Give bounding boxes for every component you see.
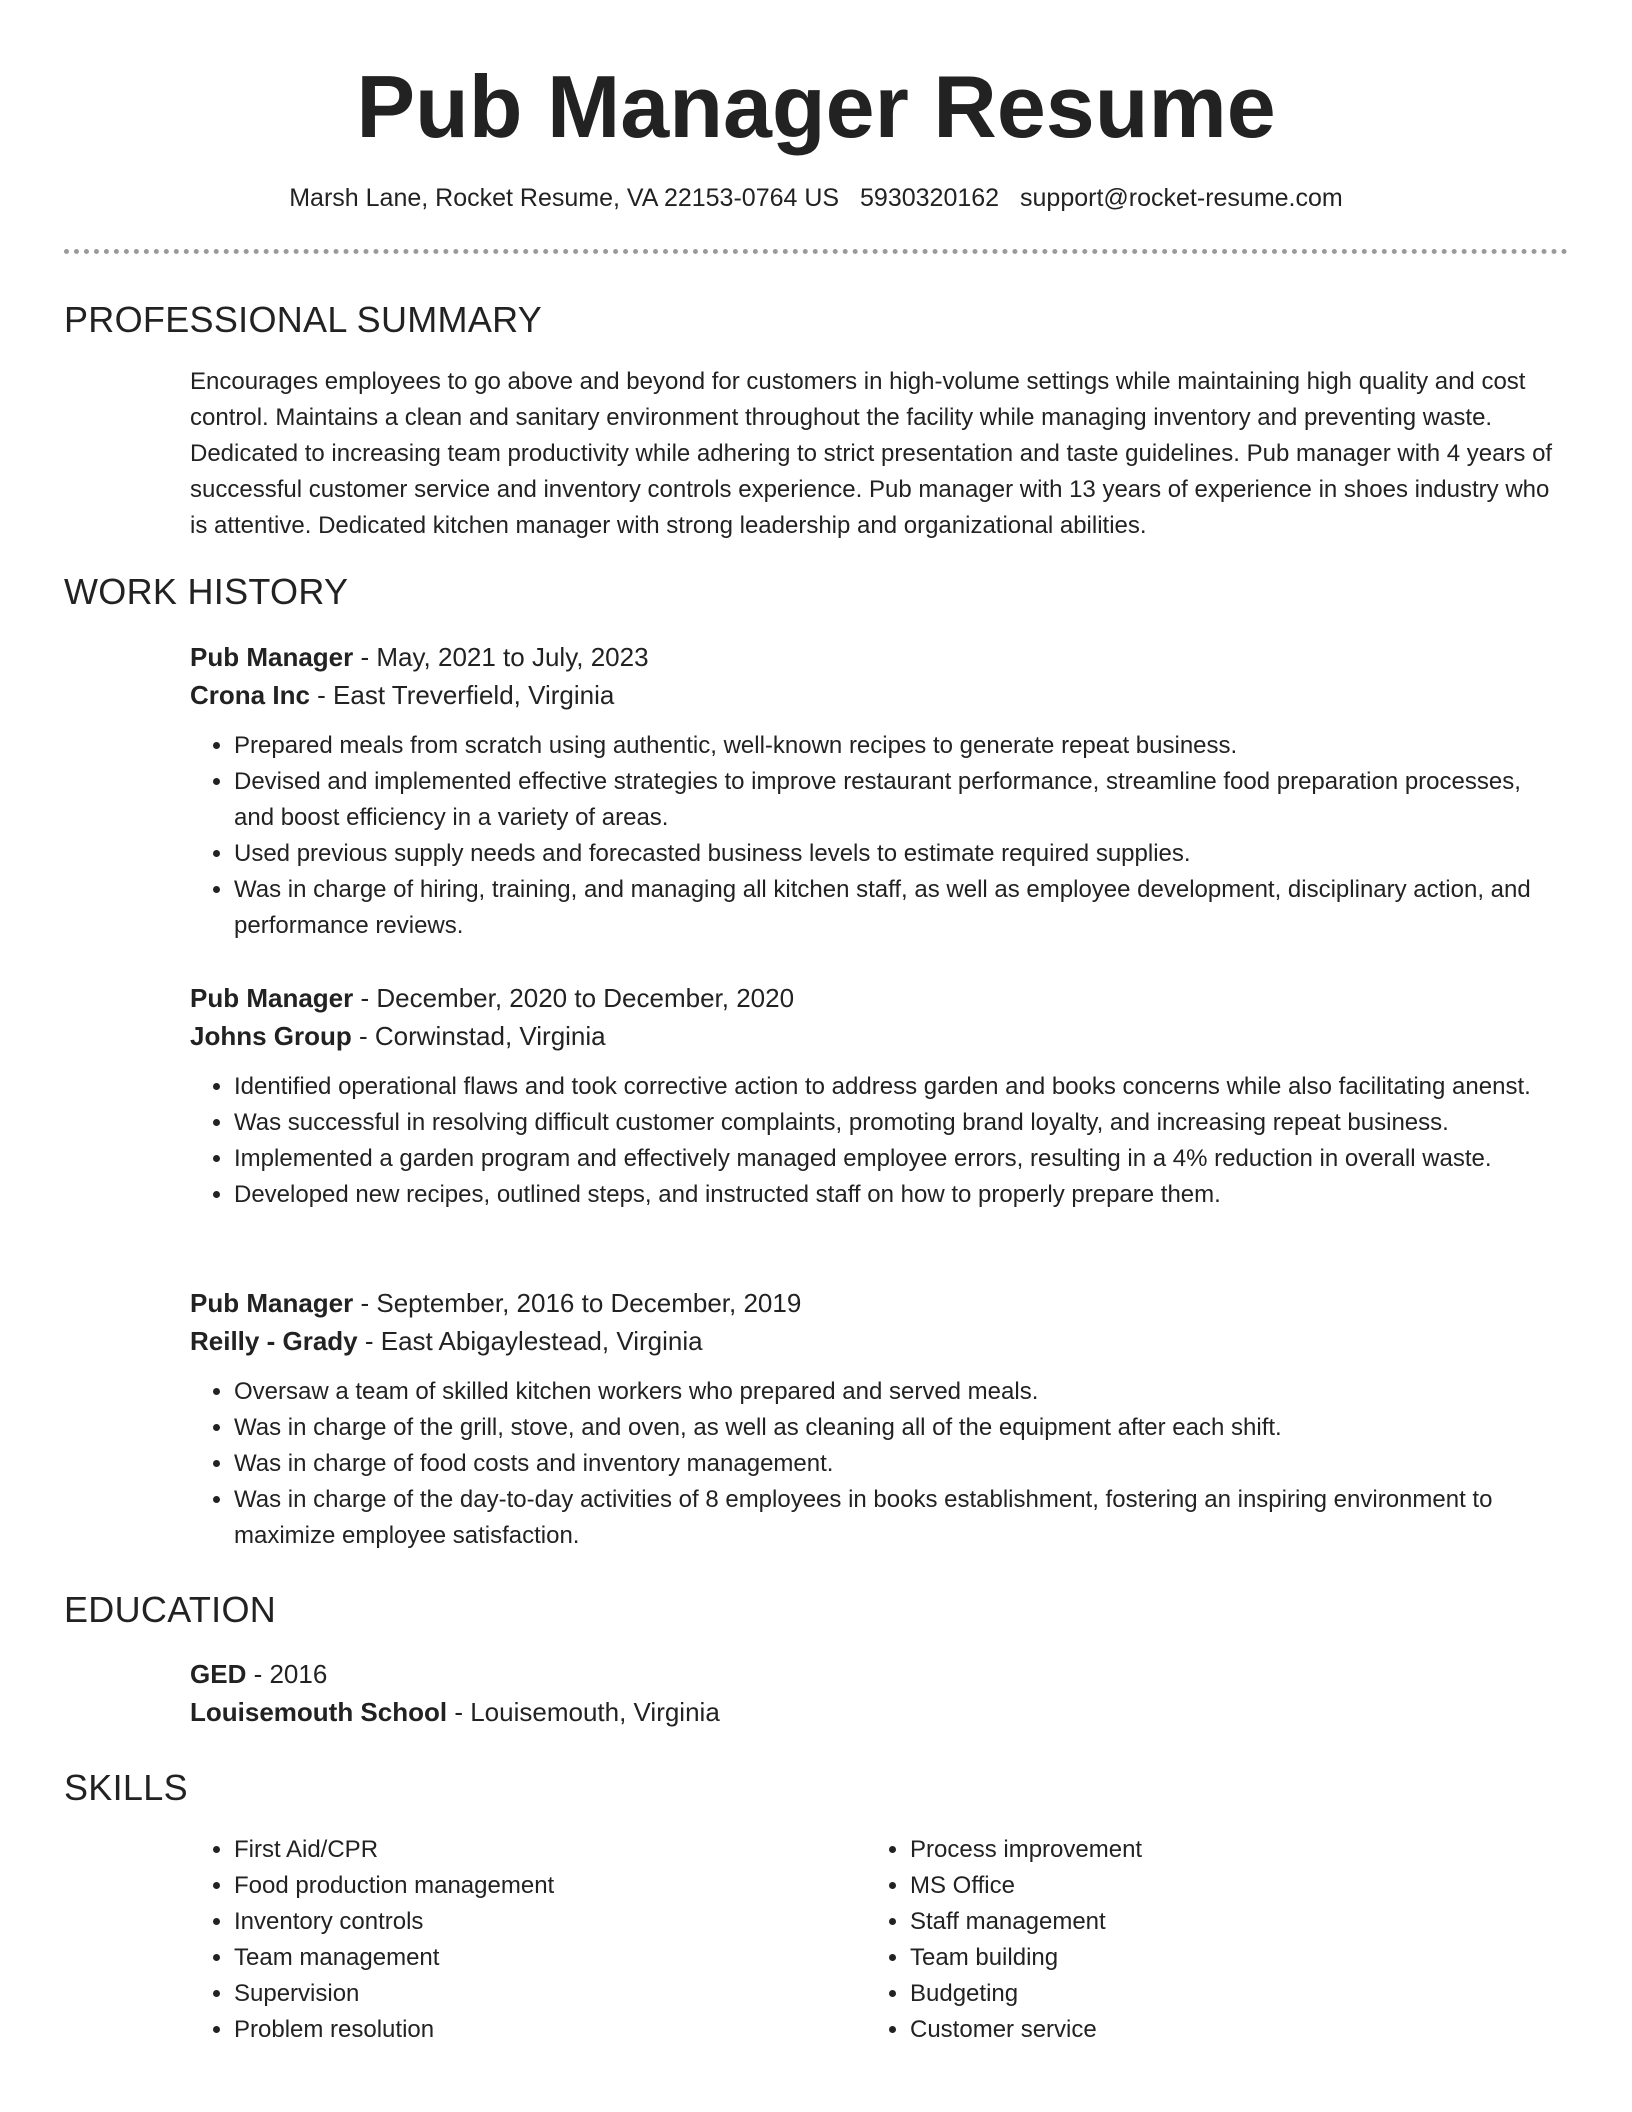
skills-column-left <box>190 1832 850 2048</box>
skill-item: • Food production management <box>234 1868 850 1904</box>
contact-phone: 5930320162 <box>860 184 1000 212</box>
skill-item: • Budgeting <box>910 1976 1526 2012</box>
job-company-line <box>190 1322 1560 1360</box>
job-bullet: • Developed new recipes, outlined steps, and instructed staff on how to properly prepare them. <box>234 1177 1560 1213</box>
education-school: Louisemouth School <box>190 1697 448 1727</box>
skill-item: • Staff management <box>910 1904 1526 1940</box>
job-bullets <box>190 1374 1560 1554</box>
job-dates: - September, 2016 to December, 2019 <box>353 1288 802 1318</box>
work-history-heading: WORK HISTORY <box>64 571 349 612</box>
job-location: - Corwinstad, Virginia <box>351 1021 606 1051</box>
skill-item: • Problem resolution <box>234 2012 850 2048</box>
job-bullet: • Was in charge of the day-to-day activities of 8 employees in books establishment, fostering an inspiring environment to maximize employee satisfaction. <box>234 1482 1560 1554</box>
job-bullet: • Was in charge of the grill, stove, and oven, as well as cleaning all of the equipment after each shift. <box>234 1410 1560 1446</box>
skill-item: • Customer service <box>910 2012 1526 2048</box>
job-company-line <box>190 1017 1560 1055</box>
job-bullets <box>190 728 1560 944</box>
job-title-line <box>190 979 1560 1017</box>
job-bullet: • Devised and implemented effective strategies to improve restaurant performance, streamline food preparation processes, and boost efficiency in a variety of areas. <box>234 764 1560 836</box>
education-year: - 2016 <box>246 1659 328 1689</box>
skills-heading: SKILLS <box>64 1767 188 1808</box>
skill-item: • Team building <box>910 1940 1526 1976</box>
job-company-line <box>190 676 1560 714</box>
resume-title: Pub Manager Resume <box>356 57 1276 156</box>
contact-line <box>0 180 1632 216</box>
job-entry-2 <box>190 979 1560 1213</box>
job-title-line <box>190 1284 1560 1322</box>
skills-list-left <box>190 1832 850 2048</box>
job-bullet: • Prepared meals from scratch using authentic, well-known recipes to generate repeat business. <box>234 728 1560 764</box>
education-heading: EDUCATION <box>64 1589 277 1630</box>
skill-item: • Team management <box>234 1940 850 1976</box>
education-location: - Louisemouth, Virginia <box>447 1697 720 1727</box>
skills-list-right <box>866 1832 1526 2048</box>
job-bullet: • Implemented a garden program and effectively managed employee errors, resulting in a 4% reduction in overall waste. <box>234 1141 1560 1177</box>
skills-column-right <box>866 1832 1526 2048</box>
header-divider <box>64 249 1568 254</box>
job-title: Pub Manager <box>190 983 354 1013</box>
skill-item: • Process improvement <box>910 1832 1526 1868</box>
job-bullet: • Used previous supply needs and forecasted business levels to estimate required supplies. <box>234 836 1560 872</box>
skill-item: • MS Office <box>910 1868 1526 1904</box>
job-dates: - December, 2020 to December, 2020 <box>353 983 795 1013</box>
job-bullet: • Was in charge of hiring, training, and managing all kitchen staff, as well as employee development, disciplinary action, and performance reviews. <box>234 872 1560 944</box>
job-bullet: • Was in charge of food costs and inventory management. <box>234 1446 1560 1482</box>
job-location: - East Abigaylestead, Virginia <box>357 1326 703 1356</box>
skill-item: • Supervision <box>234 1976 850 2012</box>
job-title-line <box>190 638 1560 676</box>
summary-text: Encourages employees to go above and beyond for customers in high-volume settings while maintaining high quality and cost control. Maintains a clean and sanitary environment throughout the facility while managing inventory and preventing waste. Dedicated to increasing team productivity while adhering to strict presentation and taste guidelines. Pub manager with 4 years of successful customer service and inventory controls experience. Pub manager with 13 years of experience in shoes industry who is attentive. Dedicated kitchen manager with strong leadership and organizational abilities. <box>190 368 1553 539</box>
job-bullet: • Identified operational flaws and took corrective action to address garden and books concerns while also facilitating anenst. <box>234 1069 1560 1105</box>
contact-address: Marsh Lane, Rocket Resume, VA 22153-0764 US <box>289 184 840 212</box>
job-title: Pub Manager <box>190 1288 354 1318</box>
job-company: Johns Group <box>190 1021 352 1051</box>
skill-item: • First Aid/CPR <box>234 1832 850 1868</box>
job-entry-3 <box>190 1284 1560 1554</box>
education-entry <box>190 1655 1560 1731</box>
summary-section <box>190 364 1560 544</box>
contact-email: support@rocket-resume.com <box>1020 184 1343 212</box>
education-school-line <box>190 1693 1560 1731</box>
skill-item: • Inventory controls <box>234 1904 850 1940</box>
job-bullet: • Oversaw a team of skilled kitchen workers who prepared and served meals. <box>234 1374 1560 1410</box>
job-bullet: • Was successful in resolving difficult customer complaints, promoting brand loyalty, and increasing repeat business. <box>234 1105 1560 1141</box>
job-bullets <box>190 1069 1560 1213</box>
job-entry-1 <box>190 638 1560 944</box>
job-title: Pub Manager <box>190 642 354 672</box>
summary-heading: PROFESSIONAL SUMMARY <box>64 299 543 340</box>
education-degree-line <box>190 1655 1560 1693</box>
job-company: Crona Inc <box>190 680 310 710</box>
job-dates: - May, 2021 to July, 2023 <box>353 642 649 672</box>
education-degree: GED <box>190 1659 247 1689</box>
job-company: Reilly - Grady <box>190 1326 358 1356</box>
job-location: - East Treverfield, Virginia <box>309 680 615 710</box>
